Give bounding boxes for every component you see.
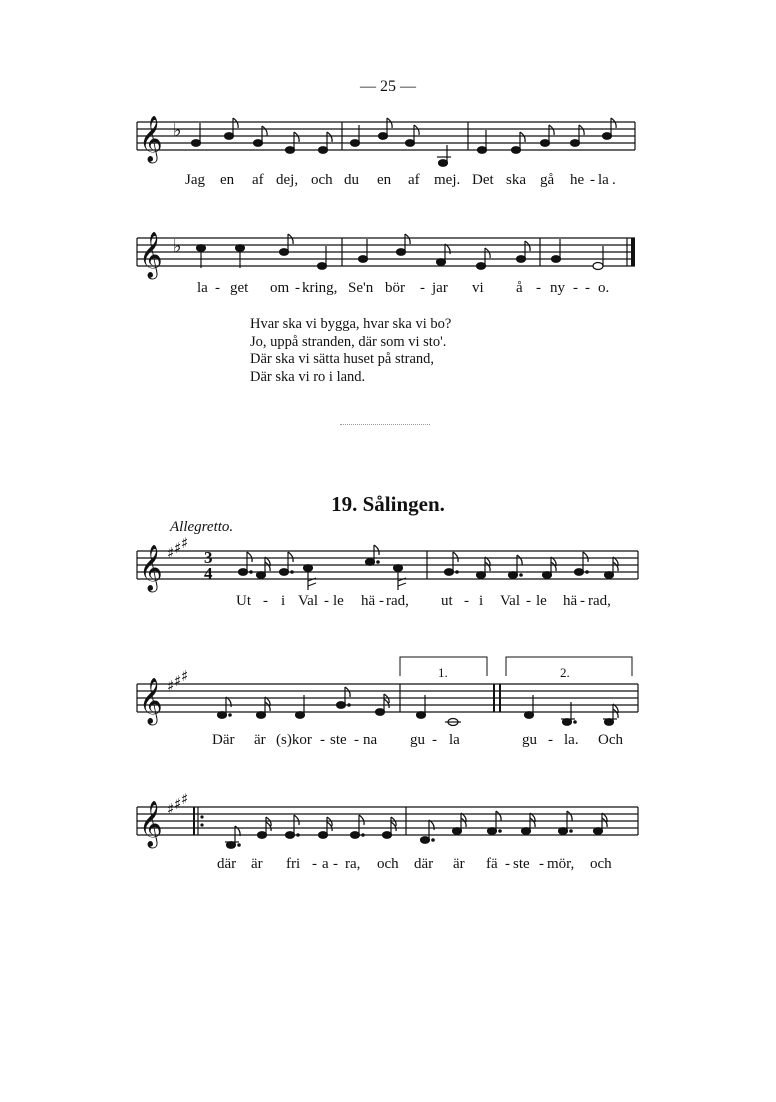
svg-text:♯: ♯ bbox=[181, 667, 189, 685]
syllable: - bbox=[505, 856, 510, 872]
svg-text:𝄞: 𝄞 bbox=[139, 232, 163, 278]
syllable: ste bbox=[513, 856, 530, 872]
syllable: - bbox=[548, 732, 553, 748]
song-title: 19. Sålingen. bbox=[331, 492, 445, 516]
syllable: gå bbox=[540, 172, 555, 188]
verse-text bbox=[250, 316, 451, 386]
syllable: get bbox=[230, 280, 249, 296]
svg-text:♯: ♯ bbox=[167, 800, 175, 818]
syllable: . bbox=[612, 172, 616, 188]
syllable: kring, bbox=[302, 280, 338, 296]
syllable: le bbox=[333, 593, 344, 609]
syllable: - bbox=[536, 280, 541, 296]
lyrics-line-3 bbox=[0, 593, 776, 613]
svg-text:♯: ♯ bbox=[181, 790, 189, 808]
syllable: Och bbox=[598, 732, 623, 748]
lyrics-line-5 bbox=[0, 856, 776, 876]
svg-text:𝄞: 𝄞 bbox=[139, 678, 163, 724]
syllable: - bbox=[312, 856, 317, 872]
syllable: om bbox=[270, 280, 290, 296]
syllable: mej. bbox=[434, 172, 461, 188]
syllable: rad, bbox=[588, 593, 611, 609]
syllable: la bbox=[197, 280, 208, 296]
syllable: rad, bbox=[386, 593, 409, 609]
syllable: - bbox=[295, 280, 300, 296]
syllable: du bbox=[344, 172, 359, 188]
syllable: la. bbox=[564, 732, 579, 748]
syllable: - bbox=[580, 593, 585, 609]
syllable: är bbox=[453, 856, 465, 872]
time-signature-bottom: 4 bbox=[204, 564, 213, 583]
section-divider bbox=[340, 424, 430, 425]
syllable: i bbox=[281, 593, 286, 609]
syllable: - bbox=[585, 280, 590, 296]
verse-line: Där ska vi sätta huset på strand, bbox=[250, 351, 435, 367]
syllable: hä bbox=[361, 593, 376, 609]
syllable: af bbox=[408, 172, 420, 188]
syllable: na bbox=[363, 732, 378, 748]
lyrics-line-4 bbox=[0, 732, 776, 752]
syllable: - bbox=[215, 280, 220, 296]
syllable: där bbox=[414, 856, 434, 872]
syllable: - bbox=[320, 732, 325, 748]
syllable: är bbox=[254, 732, 266, 748]
svg-text:♯: ♯ bbox=[181, 534, 189, 552]
tempo-marking: Allegretto. bbox=[170, 519, 234, 535]
syllable: Val bbox=[500, 593, 520, 609]
syllable: Ut bbox=[236, 593, 251, 609]
syllable: en bbox=[377, 172, 392, 188]
svg-text:♯: ♯ bbox=[167, 544, 175, 562]
syllable: gu bbox=[410, 732, 425, 748]
svg-text:♯: ♯ bbox=[167, 677, 175, 695]
svg-text:𝄞: 𝄞 bbox=[139, 801, 163, 847]
syllable: - bbox=[539, 856, 544, 872]
syllable: mör, bbox=[547, 856, 575, 872]
syllable: ut bbox=[441, 593, 453, 609]
syllable: - bbox=[590, 172, 595, 188]
page-number: — 25 — bbox=[360, 78, 416, 95]
syllable: där bbox=[217, 856, 237, 872]
syllable: vi bbox=[472, 280, 484, 296]
syllable: - bbox=[379, 593, 384, 609]
syllable: Där bbox=[212, 732, 235, 748]
syllable: Det bbox=[472, 172, 494, 188]
svg-text:♯: ♯ bbox=[174, 539, 182, 557]
svg-text:♯: ♯ bbox=[174, 795, 182, 813]
syllable: ra, bbox=[345, 856, 361, 872]
syllable: - bbox=[420, 280, 425, 296]
syllable: - bbox=[573, 280, 578, 296]
syllable: ste bbox=[330, 732, 347, 748]
syllable: bör bbox=[385, 280, 405, 296]
syllable: o. bbox=[598, 280, 610, 296]
syllable: hä bbox=[563, 593, 578, 609]
syllable: - bbox=[526, 593, 531, 609]
svg-text:♭: ♭ bbox=[173, 120, 182, 141]
syllable: af bbox=[252, 172, 264, 188]
ending-1-label: 1. bbox=[438, 665, 448, 680]
syllable: he bbox=[570, 172, 585, 188]
syllable: jar bbox=[432, 280, 448, 296]
volta-brackets bbox=[400, 657, 632, 676]
svg-text:𝄞: 𝄞 bbox=[139, 116, 163, 162]
syllable: en bbox=[220, 172, 235, 188]
syllable: Se'n bbox=[348, 280, 374, 296]
syllable: fä bbox=[486, 856, 498, 872]
syllable: ska bbox=[506, 172, 526, 188]
syllable: är bbox=[251, 856, 263, 872]
syllable: la bbox=[598, 172, 609, 188]
syllable: la bbox=[449, 732, 460, 748]
syllable: gu bbox=[522, 732, 537, 748]
svg-text:♯: ♯ bbox=[174, 672, 182, 690]
syllable: - bbox=[263, 593, 268, 609]
lyrics-line-2 bbox=[0, 280, 776, 300]
syllable: dej, bbox=[276, 172, 299, 188]
syllable: fri bbox=[286, 856, 301, 872]
syllable: (s)kor bbox=[276, 732, 312, 748]
verse-line: Jo, uppå stranden, där som vi sto'. bbox=[250, 333, 447, 350]
syllable: å bbox=[516, 280, 523, 296]
syllable: i bbox=[479, 593, 484, 609]
syllable: och bbox=[590, 856, 612, 872]
syllable: - bbox=[464, 593, 469, 609]
lyrics-line-1 bbox=[0, 172, 776, 192]
verse-line: Hvar ska vi bygga, hvar ska vi bo? bbox=[250, 316, 452, 332]
syllable: - bbox=[333, 856, 338, 872]
syllable: Jag bbox=[185, 172, 205, 188]
svg-text:♭: ♭ bbox=[173, 236, 182, 257]
syllable: - bbox=[432, 732, 437, 748]
syllable: - bbox=[324, 593, 329, 609]
syllable: le bbox=[536, 593, 547, 609]
syllable: och bbox=[377, 856, 399, 872]
svg-text:𝄞: 𝄞 bbox=[139, 545, 163, 591]
ending-2-label: 2. bbox=[560, 665, 570, 680]
syllable: ny bbox=[550, 280, 565, 296]
syllable: - bbox=[354, 732, 359, 748]
syllable: Val bbox=[298, 593, 318, 609]
time-signature-top: 3 bbox=[204, 548, 213, 567]
verse-line: Där ska vi ro i land. bbox=[250, 368, 366, 385]
syllable: och bbox=[311, 172, 333, 188]
syllable: a bbox=[322, 856, 329, 872]
